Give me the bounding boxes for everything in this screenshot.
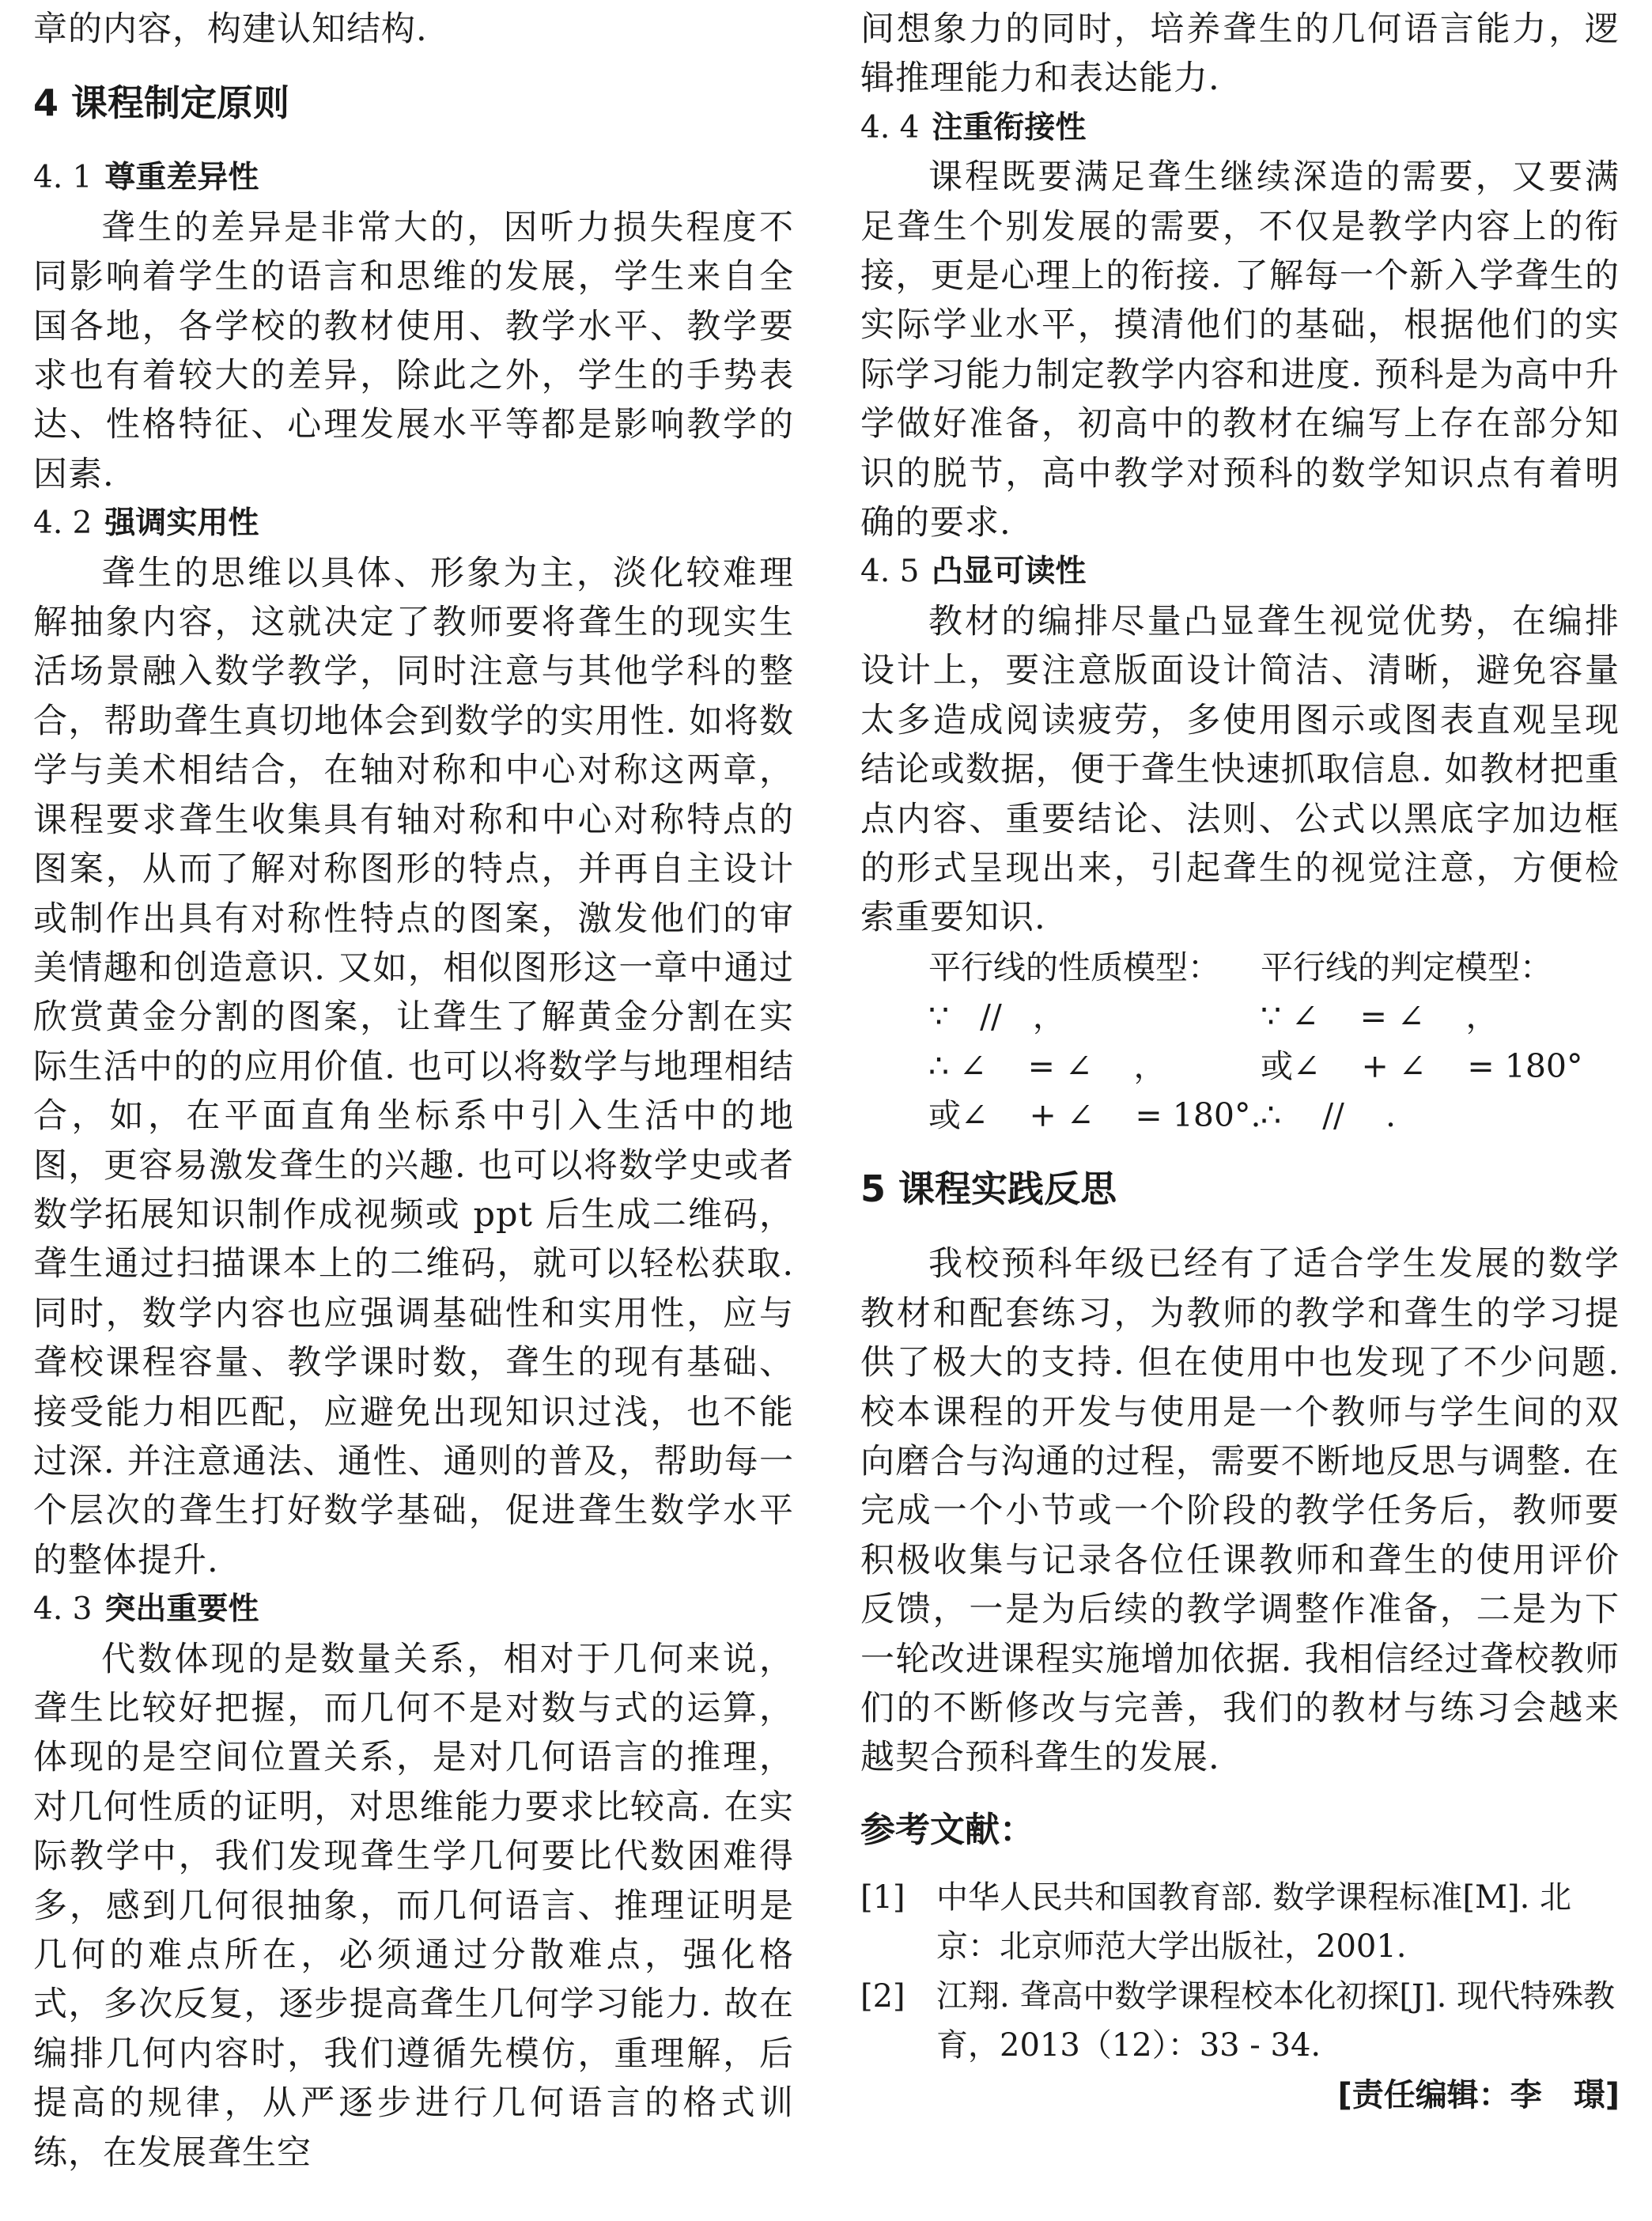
subsection-4-3-heading: 4. 3 突出重要性 <box>33 1591 259 1628</box>
subsection-4-5-heading: 4. 5 凸显可读性 <box>860 554 1087 590</box>
subsection-4-1-heading: 4. 1 尊重差异性 <box>33 160 259 196</box>
subsection-4-3-body: 代数体现的是数量关系，相对于几何来说，聋生比较好把握，而几何不是对数与式的运算，体现的是空间位置关系，是对几何语言的推理，对几何性质的证明，对思维能力要求比较高. 在实际教学中，我们发现聋生学几何要比代数困难得多，感到几何很抽象，而几何语言、推理证明是几何的难点所在，必须通过分散难点，强化格式，多次反复，逐步提高聋生几何学习能力. 故在编排几何内容时，我们遵循先模仿，重理解，后提高的规律，从严逐步进行几何语言的格式训练，在发展聋生空 <box>33 1639 794 2173</box>
section-5-body: 我校预科年级已经有了适合学生发展的数学教材和配套练习，为教师的教学和聋生的学习提供了极大的支持. 但在使用中也发现了不少问题. 校本课程的开发与使用是一个教师与学生间的双向磨合与沟通的过程，需要不断地反思与调整. 在完成一个小节或一个阶段的教学任务后，教师要积极收集与记录各位任课教师和聋生的使用评价反馈，一是为后续的教学调整作准备，二是为下一轮改进课程实施增加依据. 我相信经过聋校教师们的不断修改与完善，我们的教材与练习会越来越契合预科聋生的发展. <box>860 1244 1620 1778</box>
responsible-editor: [责任编辑：李 璟] <box>1337 2077 1620 2114</box>
paragraph-continuation-right: 间想象力的同时，培养聋生的几何语言能力，逻辑推理能力和表达能力. <box>860 9 1620 99</box>
reference-item: [1] 中华人民共和国教育部. 数学课程标准[M]. 北京：北京师范大学出版社，2001. <box>860 1879 1572 1966</box>
parallel-line-models <box>860 943 1620 1141</box>
reference-item: [2] 江翔. 聋高中数学课程校本化初探[J]. 现代特殊教育，2013（12）：33 - 34. <box>860 1977 1616 2064</box>
formula-row: 或∠ + ∠ = 180°.∴ // . <box>928 1095 1397 1134</box>
subsection-4-4-heading: 4. 4 注重衔接性 <box>860 109 1087 146</box>
subsection-4-2-heading: 4. 2 强调实用性 <box>33 505 259 542</box>
left-column <box>33 5 794 2177</box>
section-5-heading: 5 课程实践反思 <box>860 1167 1117 1211</box>
subsection-4-4-body: 课程既要满足聋生继续深造的需要，又要满足聋生个别发展的需要，不仅是教学内容上的衔接，更是心理上的衔接. 了解每一个新入学聋生的实际学业水平，摸清他们的基础，根据他们的实际学习能力制定教学内容和进度. 预科是为高中升学做好准备，初高中的教材在编写上存在部分知识的脱节，高中教学对预科的数学知识点有着明确的要求. <box>860 157 1620 543</box>
formula-row: 平行线的性质模型： 平行线的判定模型： <box>928 948 1552 986</box>
subsection-4-2-body: 聋生的思维以具体、形象为主，淡化较难理解抽象内容，这就决定了教师要将聋生的现实生活场景融入数学教学，同时注意与其他学科的整合，帮助聋生真切地体会到数学的实用性. 如将数学与美术相结合，在轴对称和中心对称这两章，课程要求聋生收集具有轴对称和中心对称特点的图案，从而了解对称图形的特点，并再自主设计或制作出具有对称性特点的图案，激发他们的审美情趣和创造意识. 又如，相似图形这一章中通过欣赏黄金分割的图案，让聋生了解黄金分割在实际生活中的的应用价值. 也可以将数学与地理相结合，如，在平面直角坐标系中引入生活中的地图，更容易激发聋生的兴趣. 也可以将数学史或者数学拓展知识制作成视频或 ppt 后生成二维码，聋生通过扫描课本上的二维码，就可以轻松获取. 同时，数学内容也应强调基础性和实用性，应与聋校课程容量、教学课时数，聋生的现有基础、接受能力相匹配，应避免出现知识过浅，也不能过深. 并注意通法、通性、通则的普及，帮助每一个层次的聋生打好数学基础，促进聋生数学水平的整体提升. <box>33 553 794 1580</box>
subsection-4-5-body: 教材的编排尽量凸显聋生视觉优势，在编排设计上，要注意版面设计简洁、清晰，避免容量太多造成阅读疲劳，多使用图示或图表直观呈现结论或数据，便于聋生快速抓取信息. 如教材把重点内容、重要结论、法则、公式以黑底字加边框的形式呈现出来，引起聋生的视觉注意，方便检索重要知识. <box>860 601 1620 938</box>
subsection-4-1-body: 聋生的差异是非常大的，因听力损失程度不同影响着学生的语言和思维的发展，学生来自全国各地，各学校的教材使用、教学水平、教学要求也有着较大的差异，除此之外，学生的手势表达、性格特征、心理发展水平等都是影响教学的因素. <box>33 207 794 494</box>
formula-row: ∴ ∠ = ∠ ， 或∠ + ∠ = 180° <box>928 1046 1583 1085</box>
right-column <box>860 5 1620 2119</box>
section-4-heading: 4 课程制定原则 <box>33 81 290 125</box>
references-heading: 参考文献： <box>860 1809 1034 1850</box>
formula-row: ∵ // ， ∵ ∠ = ∠ ， <box>928 997 1499 1036</box>
paragraph-continuation: 章的内容，构建认知结构. <box>33 9 428 49</box>
